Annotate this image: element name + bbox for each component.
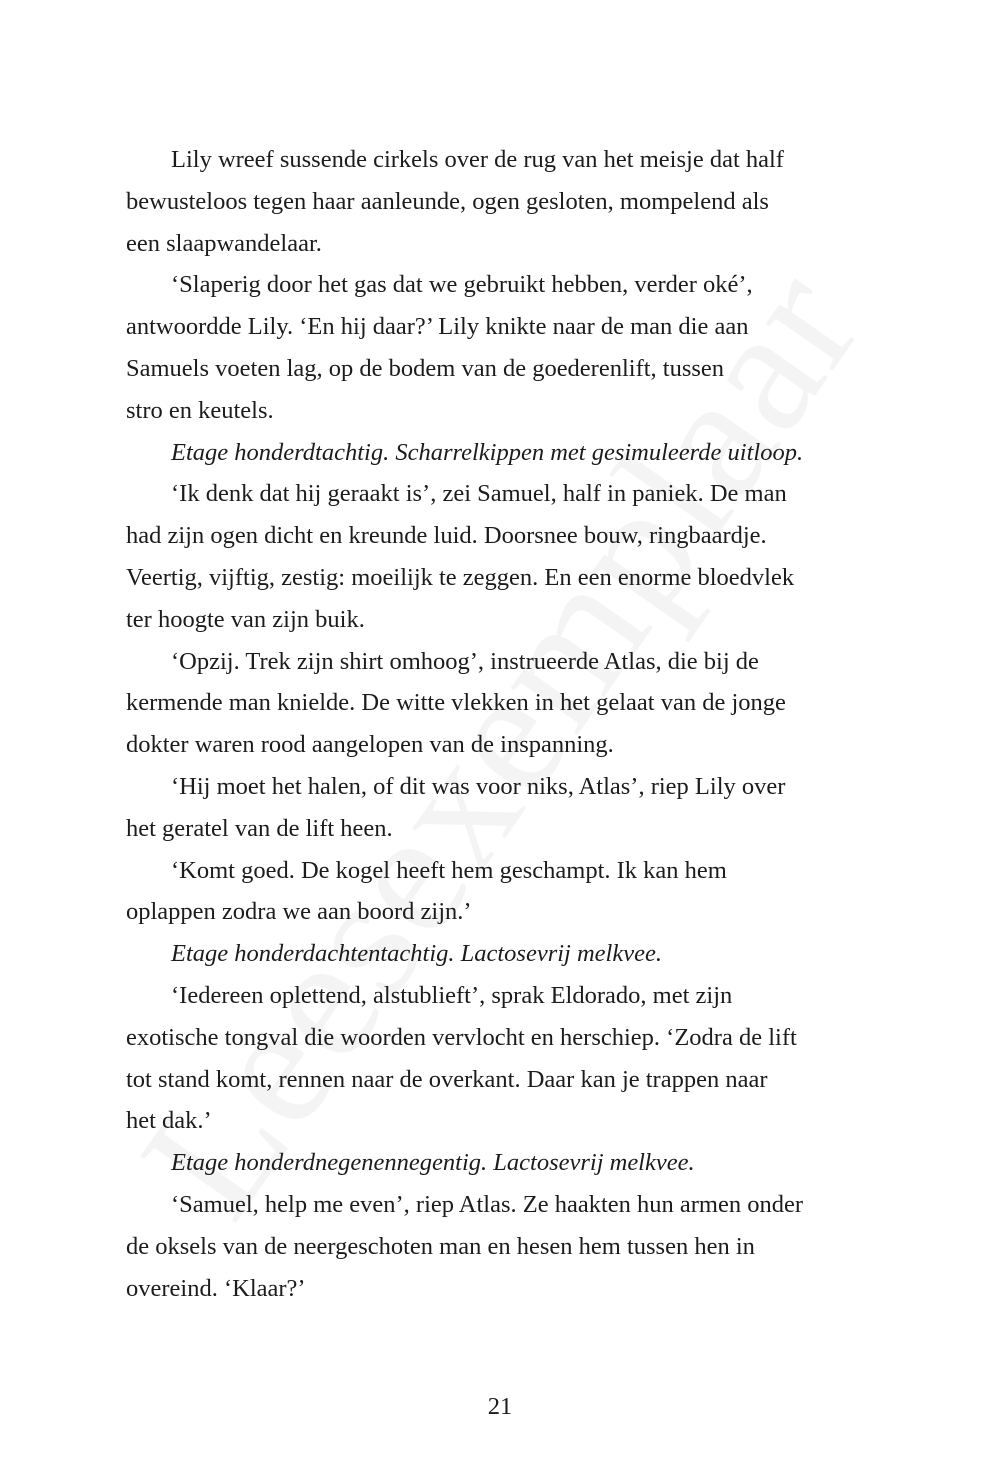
section-heading-line: Etage honderdtachtig. Scharrelkippen met gesimuleerde uitloop. bbox=[171, 438, 804, 466]
text-line: ter hoogte van zijn buik. bbox=[126, 605, 365, 633]
body-text bbox=[126, 139, 882, 1309]
text-line: ‘Slaperig door het gas dat we gebruikt hebben, verder oké’, bbox=[171, 271, 753, 299]
text-line: had zijn ogen dicht en kreunde luid. Doorsnee bouw, ringbaardje. bbox=[126, 522, 767, 550]
text-line: ‘Komt goed. De kogel heeft hem geschampt. Ik kan hem bbox=[171, 856, 727, 884]
section-heading-line: Etage honderdachtentachtig. Lactosevrij melkvee. bbox=[171, 940, 662, 968]
text-line: tot stand komt, rennen naar de overkant. Daar kan je trappen naar bbox=[126, 1065, 768, 1093]
text-line: Samuels voeten lag, op de bodem van de goederenlift, tussen bbox=[126, 354, 725, 382]
text-line: stro en keutels. bbox=[126, 396, 274, 424]
text-line: overeind. ‘Klaar?’ bbox=[126, 1274, 306, 1302]
text-line: Lily wreef sussende cirkels over de rug van het meisje dat half bbox=[171, 146, 784, 173]
text-line: antwoordde Lily. ‘En hij daar?’ Lily knikte naar de man die aan bbox=[126, 313, 749, 341]
page-number: 21 bbox=[487, 1393, 513, 1420]
text-line: een slaapwandelaar. bbox=[126, 229, 322, 257]
text-line: exotische tongval die woorden vervlocht en herschiep. ‘Zodra de lift bbox=[126, 1023, 797, 1051]
text-line: het dak.’ bbox=[126, 1107, 212, 1135]
text-line: ‘Hij moet het halen, of dit was voor niks, Atlas’, riep Lily over bbox=[171, 772, 786, 800]
text-line: ‘Opzij. Trek zijn shirt omhoog’, instrueerde Atlas, die bij de bbox=[171, 647, 759, 675]
text-line: de oksels van de neergeschoten man en hesen hem tussen hen in bbox=[126, 1232, 755, 1260]
text-line: kermende man knielde. De witte vlekken in het gelaat van de jonge bbox=[126, 689, 786, 717]
text-line: ‘Samuel, help me even’, riep Atlas. Ze haakten hun armen onder bbox=[171, 1190, 804, 1218]
text-line: oplappen zodra we aan boord zijn.’ bbox=[126, 898, 472, 926]
text-line: bewusteloos tegen haar aanleunde, ogen gesloten, mompelend als bbox=[126, 187, 769, 215]
text-line: dokter waren rood aangelopen van de inspanning. bbox=[126, 731, 614, 759]
text-line: ‘Ik denk dat hij geraakt is’, zei Samuel, half in paniek. De man bbox=[171, 480, 787, 508]
text-line: het geratel van de lift heen. bbox=[126, 814, 393, 842]
text-line: Veertig, vijftig, zestig: moeilijk te zeggen. En een enorme bloedvlek bbox=[126, 563, 795, 591]
section-heading-line: Etage honderdnegenennegentig. Lactosevrij melkvee. bbox=[171, 1149, 695, 1177]
text-line: ‘Iedereen oplettend, alstublieft’, sprak Eldorado, met zijn bbox=[171, 981, 733, 1009]
